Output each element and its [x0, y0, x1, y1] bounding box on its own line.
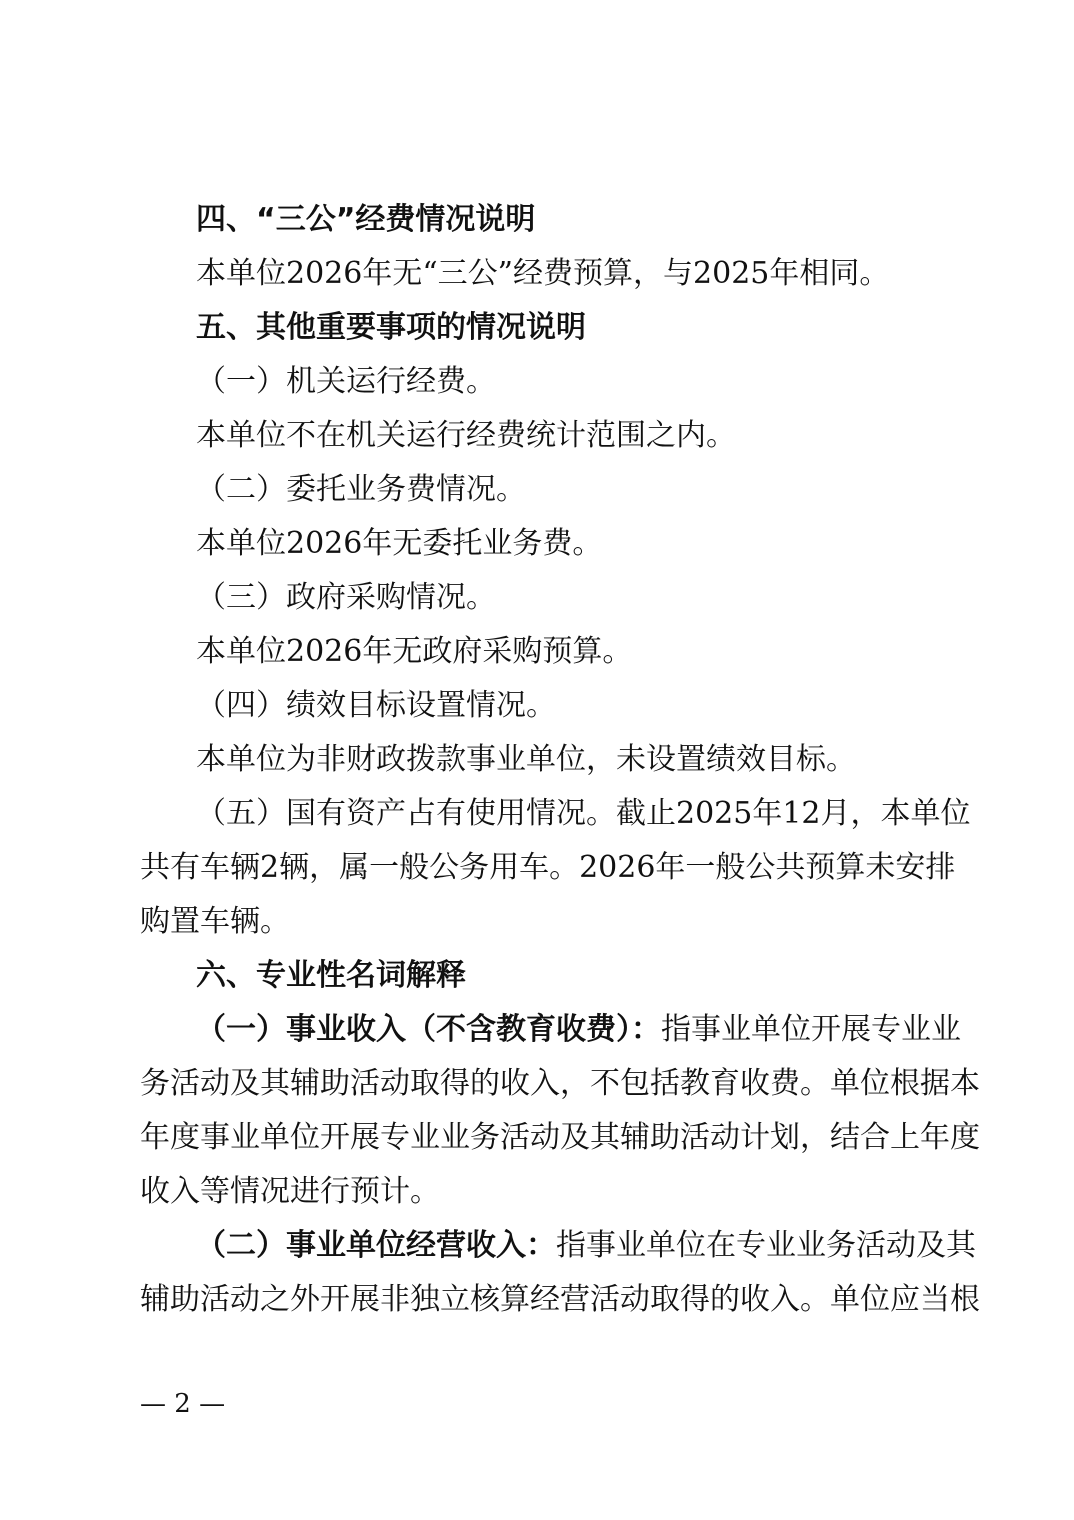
- term-2-line-1: [196, 1228, 976, 1264]
- term-1-text: 指事业单位开展专业业: [661, 1012, 961, 1047]
- item-2-body: 本单位2026年无委托业务费。: [196, 526, 603, 561]
- term-2-line-2: 辅助活动之外开展非独立核算经营活动取得的收入。单位应当根: [140, 1282, 980, 1317]
- item-2-title: （二）委托业务费情况。: [196, 472, 526, 507]
- section-5-heading: 五、其他重要事项的情况说明: [196, 310, 586, 345]
- item-5-line-3: 购置车辆。: [140, 904, 290, 939]
- section-4-body: 本单位2026年无“三公”经费预算，与2025年相同。: [196, 256, 890, 291]
- term-1-title: （一）事业收入（不含教育收费）：: [196, 1012, 661, 1047]
- item-1-body: 本单位不在机关运行经费统计范围之内。: [196, 418, 736, 453]
- term-2-text: 指事业单位在专业业务活动及其: [556, 1228, 976, 1263]
- item-4-title: （四）绩效目标设置情况。: [196, 688, 556, 723]
- term-1-line-1: [196, 1012, 961, 1048]
- term-2-title: （二）事业单位经营收入：: [196, 1228, 556, 1263]
- page-number: — 2 —: [140, 1389, 226, 1419]
- item-4-body: 本单位为非财政拨款事业单位，未设置绩效目标。: [196, 742, 856, 777]
- item-1-title: （一）机关运行经费。: [196, 364, 496, 399]
- item-3-title: （三）政府采购情况。: [196, 580, 496, 615]
- item-3-body: 本单位2026年无政府采购预算。: [196, 634, 633, 669]
- item-5-text: 截止2025年12月，本单位: [616, 796, 971, 831]
- term-1-line-2: 务活动及其辅助活动取得的收入，不包括教育收费。单位根据本: [140, 1066, 980, 1101]
- term-1-line-3: 年度事业单位开展专业业务活动及其辅助活动计划，结合上年度: [140, 1120, 980, 1155]
- section-4-heading: 四、“三公”经费情况说明: [196, 202, 536, 237]
- term-1-line-4: 收入等情况进行预计。: [140, 1174, 440, 1209]
- item-5-title: （五）国有资产占有使用情况。: [196, 796, 616, 831]
- section-6-heading: 六、专业性名词解释: [196, 958, 466, 993]
- item-5-line-1: [196, 796, 971, 832]
- item-5-line-2: 共有车辆2辆，属一般公务用车。2026年一般公共预算未安排: [140, 850, 956, 885]
